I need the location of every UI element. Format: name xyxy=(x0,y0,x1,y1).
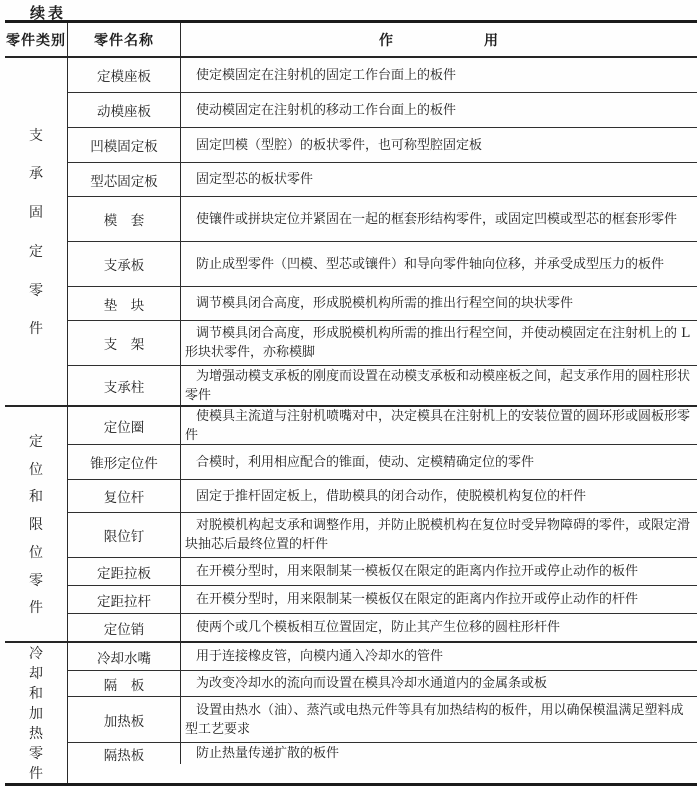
category-label-locating-limiting xyxy=(5,407,68,641)
part-function-text: 在开模分型时，用来限制某一模板仅在限定的距离内作拉开或停止动作的板件 xyxy=(196,564,639,579)
table-row xyxy=(68,197,697,242)
part-function-text: 使动模固定在注射机的移动工作台面上的板件 xyxy=(196,102,457,118)
category-char: 零 xyxy=(29,282,43,299)
section-support-fixing-parts xyxy=(5,58,697,405)
part-function-text: 防止成型零件（凹模、型芯或镶件）和导向零件轴向位移，并承受成型压力的板件 xyxy=(196,256,665,272)
part-name-cell: 冷却水嘴 xyxy=(68,643,181,670)
part-function-cell xyxy=(181,407,697,444)
part-function-text: 防止热量传递扩散的板件 xyxy=(196,746,340,761)
part-function-text: 固定型芯的板状零件 xyxy=(196,172,314,187)
part-function-text: 对脱模机构起支承和调整作用，并防止脱模机构在复位时受异物障碍的零件，或限定滑块抽芯后最终位置的杆件 xyxy=(185,518,691,552)
part-function-cell xyxy=(181,93,697,127)
table-row xyxy=(68,287,697,321)
part-function-cell xyxy=(181,445,697,479)
part-function-cell xyxy=(181,366,697,405)
category-char: 承 xyxy=(29,166,43,183)
part-function-text: 使定模固定在注射机的固定工作台面上的板件 xyxy=(196,67,457,83)
category-char: 定 xyxy=(29,433,43,450)
category-label-cooling-heating xyxy=(5,643,68,783)
part-name-cell: 隔热板 xyxy=(68,743,181,764)
table-row xyxy=(68,513,697,558)
category-char: 定 xyxy=(29,243,43,260)
table-row xyxy=(68,558,697,586)
part-function-text: 使两个或几个模板相互位置固定，防止其产生位移的圆柱形杆件 xyxy=(196,620,561,635)
table-header-row xyxy=(5,23,697,58)
part-function-text: 固定于推杆固定板上，借助模具的闭合动作，使脱模机构复位的杆件 xyxy=(196,488,587,504)
part-name-cell: 定距拉板 xyxy=(68,558,181,585)
continued-table-label: 续表 xyxy=(30,4,67,22)
header-cell-part-name: 零件名称 xyxy=(68,23,181,56)
category-char: 零 xyxy=(29,746,43,762)
table-row xyxy=(68,93,697,128)
part-name-cell: 定模座板 xyxy=(68,58,181,92)
part-function-text: 为增强动模支承板的刚度而设置在动模支承板和动模座板之间，起支承作用的圆柱形状零件 xyxy=(185,368,691,403)
table-row xyxy=(68,743,697,764)
table-row xyxy=(68,614,697,641)
part-function-text: 在开模分型时，用来限制某一模板仅在限定的距离内作拉开或停止动作的杆件 xyxy=(196,592,639,607)
category-char: 和 xyxy=(29,489,43,506)
table-row xyxy=(68,480,697,513)
part-function-cell xyxy=(181,128,697,162)
part-function-text: 调节模具闭合高度，形成脱模机构所需的推出行程空间，并使动模固定在注射机上的 L 形块状零件，亦称模脚 xyxy=(185,326,690,360)
part-function-text: 用于连接橡皮管，向模内通入冷却水的管件 xyxy=(196,649,444,664)
section-rows xyxy=(68,643,697,783)
part-name-cell: 限位钉 xyxy=(68,513,181,557)
category-char: 零 xyxy=(29,572,43,589)
category-char: 冷 xyxy=(29,646,43,662)
part-function-text: 为改变冷却水的流向而设置在模具冷却水通道内的金属条或板 xyxy=(196,676,548,691)
part-name-cell: 型芯固定板 xyxy=(68,163,181,196)
table-row xyxy=(68,242,697,287)
part-function-cell xyxy=(181,743,697,764)
part-name-cell: 垫 块 xyxy=(68,287,181,320)
section-rows xyxy=(68,58,697,405)
section-locating-limiting-parts xyxy=(5,405,697,641)
category-char: 热 xyxy=(29,726,43,742)
part-name-cell: 定距拉杆 xyxy=(68,586,181,613)
part-function-text: 使模具主流道与注射机喷嘴对中，决定模具在注射机上的安装位置的圆环形或圆板形零件 xyxy=(185,408,691,443)
category-char: 位 xyxy=(29,461,43,478)
parts-function-table xyxy=(5,20,697,786)
category-char: 固 xyxy=(29,205,43,222)
part-name-cell: 复位杆 xyxy=(68,480,181,512)
part-function-text: 使镶件或拼块定位并紧固在一起的框套形结构零件，或固定凹模或型芯的框套形零件 xyxy=(196,211,678,227)
part-name-cell: 定位圈 xyxy=(68,407,181,444)
part-function-cell xyxy=(181,163,697,196)
category-char: 和 xyxy=(29,686,43,702)
part-function-text: 设置由热水（油）、蒸汽或电热元件等具有加热结构的板件，用以确保模温满足塑料成型工艺要求 xyxy=(185,702,684,737)
section-cooling-heating-parts xyxy=(5,641,697,783)
header-cell-function: 作 用 xyxy=(379,32,499,49)
category-char: 支 xyxy=(29,127,43,144)
part-function-cell xyxy=(181,287,697,320)
table-row xyxy=(68,643,697,671)
category-char: 件 xyxy=(29,600,43,617)
part-name-cell: 支承板 xyxy=(68,242,181,286)
table-row xyxy=(68,366,697,405)
table-row xyxy=(68,163,697,197)
part-name-cell: 定位销 xyxy=(68,614,181,641)
part-function-cell xyxy=(181,58,697,92)
part-function-cell xyxy=(181,321,697,365)
part-function-text: 固定凹模（型腔）的板状零件，也可称型腔固定板 xyxy=(196,137,483,153)
part-name-cell: 加热板 xyxy=(68,697,181,742)
header-cell-category: 零件类别 xyxy=(5,23,68,56)
category-char: 限 xyxy=(29,517,43,533)
part-function-cell xyxy=(181,643,697,670)
part-name-cell: 隔 板 xyxy=(68,671,181,696)
part-function-cell xyxy=(181,558,697,585)
part-name-cell: 动模座板 xyxy=(68,93,181,127)
part-name-cell: 凹模固定板 xyxy=(68,128,181,162)
category-char: 件 xyxy=(29,766,43,782)
category-char: 位 xyxy=(29,544,43,561)
part-function-text: 合模时，利用相应配合的锥面，使动、定模精确定位的零件 xyxy=(196,454,535,470)
part-name-cell: 支承柱 xyxy=(68,366,181,405)
table-row xyxy=(68,445,697,480)
section-rows xyxy=(68,407,697,641)
part-function-cell xyxy=(181,697,697,742)
table-row xyxy=(68,586,697,614)
part-function-text: 调节模具闭合高度，形成脱模机构所需的推出行程空间的块状零件 xyxy=(196,296,574,311)
part-function-cell xyxy=(181,586,697,613)
part-name-cell: 锥形定位件 xyxy=(68,445,181,479)
part-name-cell: 支 架 xyxy=(68,321,181,365)
category-label-support-fixing xyxy=(5,58,68,405)
table-row xyxy=(68,671,697,697)
part-function-cell xyxy=(181,480,697,512)
part-function-cell xyxy=(181,513,697,557)
part-function-cell xyxy=(181,671,697,696)
part-function-cell xyxy=(181,242,697,286)
table-row xyxy=(68,321,697,366)
part-function-cell xyxy=(181,197,697,241)
table-row xyxy=(68,128,697,163)
part-name-cell: 模 套 xyxy=(68,197,181,241)
part-function-cell xyxy=(181,614,697,641)
table-row xyxy=(68,697,697,743)
category-char: 件 xyxy=(29,321,43,338)
table-row xyxy=(68,407,697,445)
category-char: 加 xyxy=(29,706,43,722)
table-row xyxy=(68,58,697,93)
category-char: 却 xyxy=(29,666,43,682)
